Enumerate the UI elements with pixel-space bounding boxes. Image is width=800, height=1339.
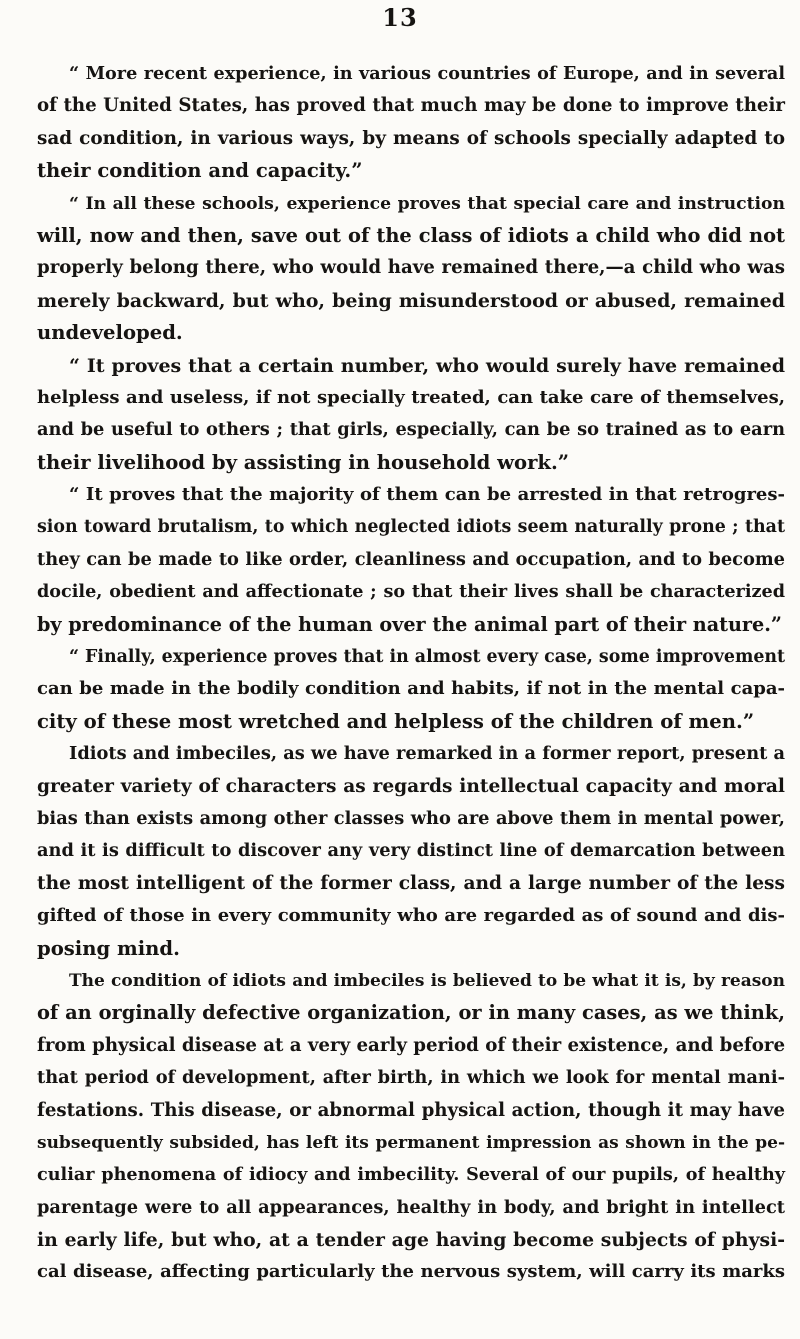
text-line: will, now and then, save out of the class of idiots a child who did not: [37, 223, 785, 247]
text-line: culiar phenomena of idiocy and imbecility. Several of our pupils, of healthy: [37, 1164, 785, 1186]
body-text: [37, 58, 785, 1289]
text-line: merely backward, but who, being misunderstood or abused, remained: [37, 289, 785, 312]
text-line: sion toward brutalism, to which neglected idiots seem naturally prone ; that: [37, 517, 785, 538]
text-line: city of these most wretched and helpless of the children of men.”: [37, 709, 755, 733]
text-line: helpless and useless, if not specially treated, can take care of themselves,: [37, 386, 785, 408]
text-line: the most intelligent of the former class, and a large number of the less: [37, 872, 785, 894]
text-line: posing mind.: [37, 936, 180, 960]
text-line: of the United States, has proved that much may be done to improve their: [37, 95, 785, 117]
text-line: gifted of those in every community who are regarded as of sound and dis-: [37, 905, 785, 927]
text-line: properly belong there, who would have remained there,—a child who was: [37, 257, 785, 279]
text-line: festations. This disease, or abnormal physical action, though it may have: [37, 1099, 785, 1121]
text-line: subsequently subsided, has left its permanent impression as shown in the pe-: [37, 1132, 785, 1153]
text-line: in early life, but who, at a tender age having become subjects of physi-: [37, 1229, 785, 1252]
text-line: greater variety of characters as regards intellectual capacity and moral: [37, 775, 785, 797]
text-line: cal disease, affecting particularly the nervous system, will carry its marks: [37, 1261, 785, 1283]
text-line: docile, obedient and affectionate ; so that their lives shall be characterized: [37, 581, 785, 603]
text-line: and be useful to others ; that girls, especially, can be so trained as to earn: [37, 419, 785, 441]
text-line: “ It proves that a certain number, who would surely have remained: [69, 354, 785, 377]
text-line: can be made in the bodily condition and habits, if not in the mental capa-: [37, 678, 785, 700]
page-number: 13: [382, 3, 418, 32]
text-line: sad condition, in various ways, by means of schools specially adapted to: [37, 127, 785, 149]
text-line: parentage were to all appearances, healthy in body, and bright in intellect: [37, 1196, 785, 1218]
text-line: of an orginally defective organization, or in many cases, as we think,: [37, 1001, 785, 1025]
text-line: bias than exists among other classes who are above them in mental power,: [37, 807, 785, 829]
text-line: their livelihood by assisting in household work.”: [37, 450, 570, 474]
text-line: “ Finally, experience proves that in almost every case, some improvement: [69, 647, 786, 668]
text-line: from physical disease at a very early period of their existence, and before: [37, 1034, 786, 1056]
text-line: undeveloped.: [37, 321, 183, 345]
text-line: “ More recent experience, in various countries of Europe, and in several: [69, 63, 785, 84]
text-line: by predominance of the human over the animal part of their nature.”: [37, 612, 782, 636]
text-line: The condition of idiots and imbeciles is believed to be what it is, by reason: [69, 970, 785, 991]
text-line: “ In all these schools, experience proves that special care and instruction: [69, 193, 785, 214]
text-line: that period of development, after birth, in which we look for mental mani-: [37, 1067, 785, 1089]
text-line: and it is difficult to discover any very distinct line of demarcation between: [37, 840, 785, 862]
text-line: Idiots and imbeciles, as we have remarked in a former report, present a: [69, 743, 786, 765]
text-line: they can be made to like order, cleanliness and occupation, and to become: [37, 548, 785, 570]
text-line: their condition and capacity.”: [37, 159, 363, 183]
text-line: “ It proves that the majority of them can be arrested in that retrogres-: [69, 484, 785, 506]
